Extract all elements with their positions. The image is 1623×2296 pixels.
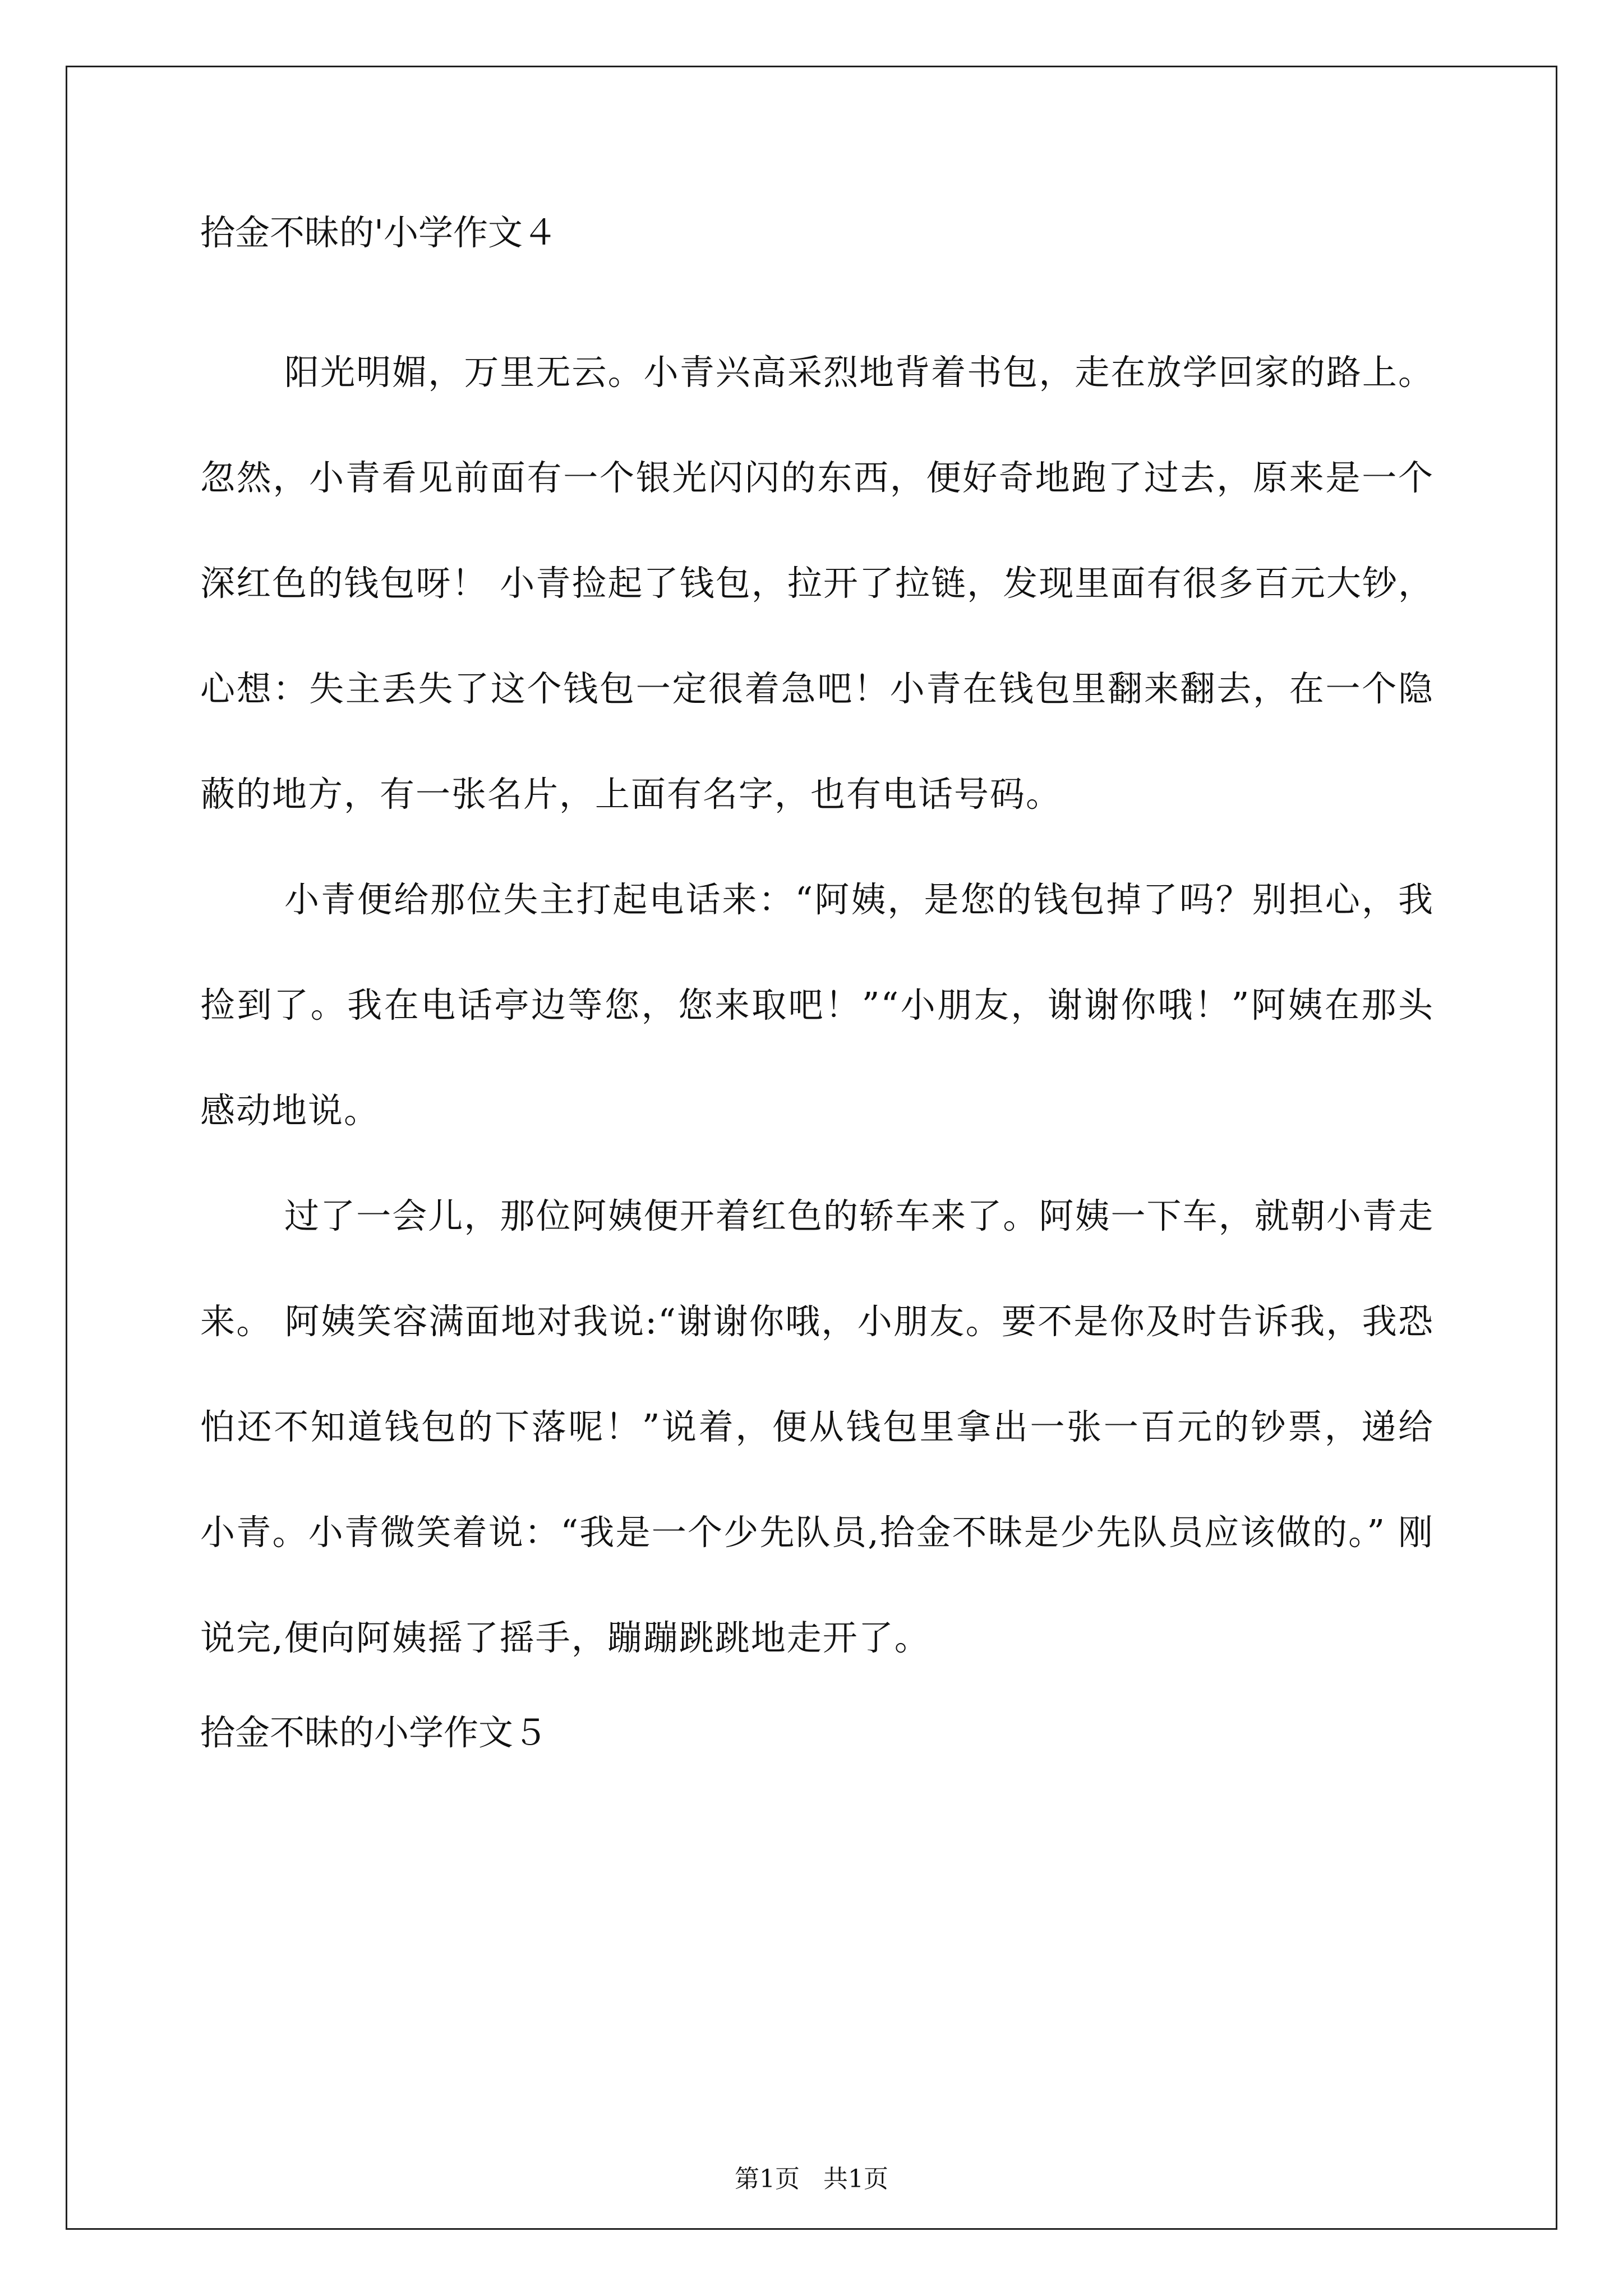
- paragraph-1: 阳光明媚，万里无云。小青兴高采烈地背着书包，走在放学回家的路上。忽然，小青看见前面有一个银光闪闪的东西，便好奇地跑了过去，原来是一个深红色的钱包呀！ 小青捡起了钱包，拉开了拉链，发现里面有很多百元大钞，心想：失主丢失了这个钱包一定很着急吧！小青在钱包里翻来翻去，在一个隐蔽的地方，有一张名片，上面有名字，也有电话号码。: [200, 352, 1434, 815]
- page-footer: 第1页 共1页: [735, 2165, 888, 2193]
- paragraph-2: 小青便给那位失主打起电话来：“阿姨，是您的钱包掉了吗？别担心，我捡到了。我在电话亭边等您，您来取吧！”“小朋友，谢谢你哦！”阿姨在那头感动地说。: [200, 879, 1434, 1131]
- document-body: [200, 208, 1434, 1758]
- essay-title-4: 拾金不昧的'小学作文４: [200, 212, 558, 253]
- paragraph-3: 过了一会儿，那位阿姨便开着红色的轿车来了。阿姨一下车，就朝小青走来。 阿姨笑容满面地对我说:“谢谢你哦，小朋友。要不是你及时告诉我，我恐怕还不知道钱包的下落呢！”说着，便从钱包里拿出一张一百元的钞票，递给小青。小青微笑着说：“我是一个少先队员,拾金不昧是少先队员应该做的。” 刚说完,便向阿姨摇了摇手，蹦蹦跳跳地走开了。: [200, 1195, 1434, 1658]
- essay-title-5: 拾金不昧的小学作文５: [200, 1712, 548, 1753]
